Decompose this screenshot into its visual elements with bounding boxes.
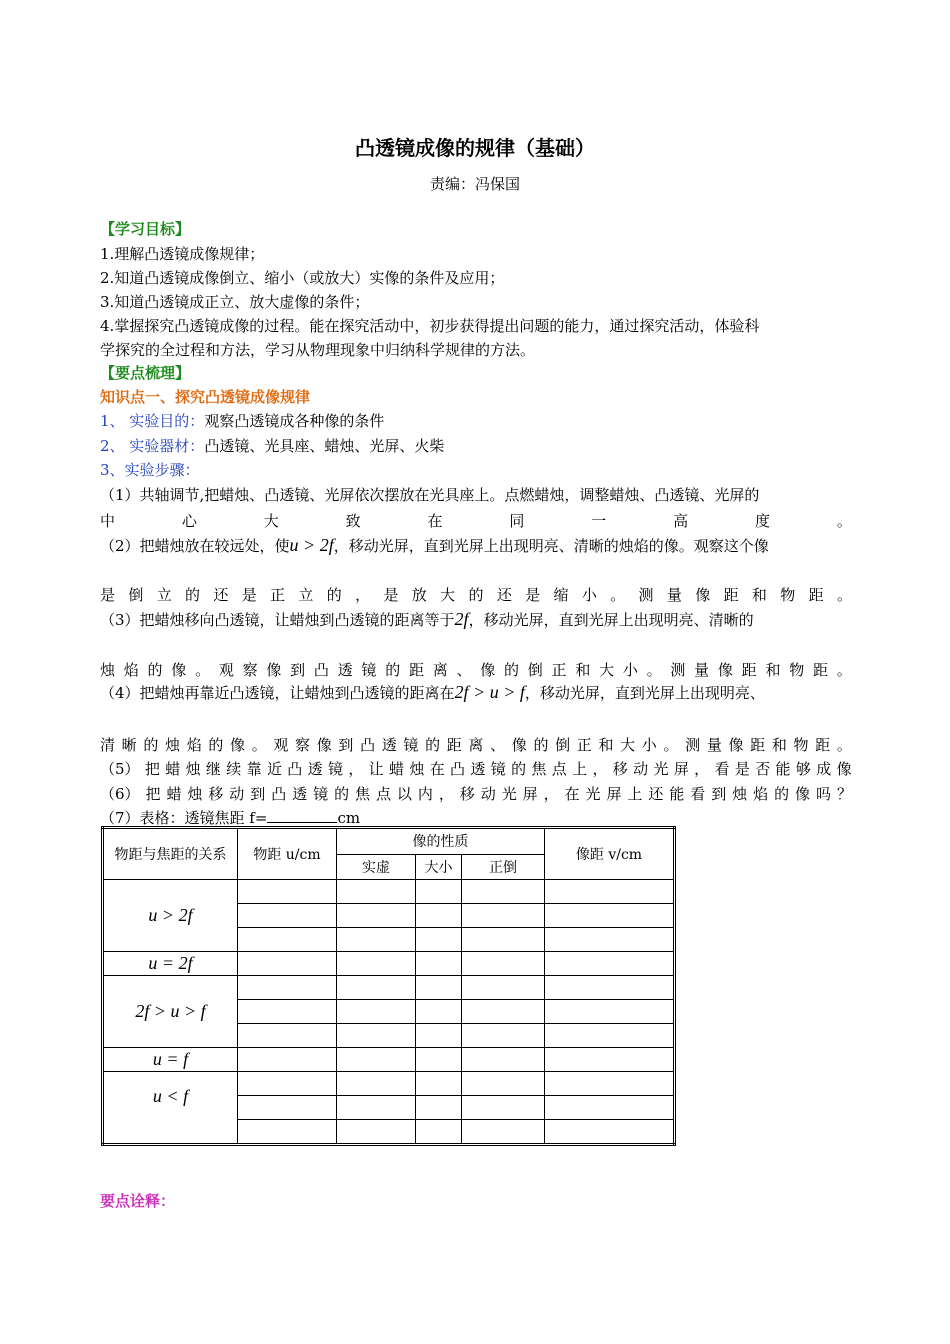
justified-char: 物 [780, 586, 796, 604]
justified-char: 焰 [186, 736, 202, 754]
justified-char: 凸 [271, 785, 287, 803]
justified-char: ， [543, 785, 559, 803]
step-3-cont [100, 659, 852, 680]
goal-3: 3.知道凸透镜成正立、放大虚像的条件； [100, 293, 370, 311]
justified-char: 动 [229, 785, 245, 803]
justified-char: 内 [417, 785, 433, 803]
justified-char: 正 [270, 586, 286, 604]
justified-char: 和 [575, 661, 591, 679]
justified-char: 大 [263, 512, 279, 530]
justified-char: 烛 [187, 785, 203, 803]
justified-char: 的 [147, 661, 163, 679]
table-cell[interactable] [337, 1024, 416, 1048]
justified-char: 度 [755, 512, 771, 530]
justified-char: 是 [241, 586, 257, 604]
justified-char: 正 [551, 661, 567, 679]
step-4-cont [100, 734, 852, 755]
step-2-cont [100, 584, 852, 605]
step-7-text: （7）表格：透镜焦距 f= [100, 809, 268, 827]
justified-char: 继 [205, 760, 221, 778]
justified-char: 能 [669, 785, 685, 803]
notes-header: 要点诠释： [100, 1192, 176, 1210]
step-2-text-a: （2）把蜡烛放在较远处，使 [100, 537, 290, 555]
points-header: 【要点梳理】 [100, 364, 191, 382]
item-3-label: 3、实验步骤： [100, 461, 200, 479]
justified-char: 和 [771, 736, 787, 754]
justified-char: 移 [208, 785, 224, 803]
justified-char: 移 [612, 760, 628, 778]
justified-char: 的 [185, 586, 201, 604]
step-2-text-b: ，移动光屏，直到光屏上出现明亮、清晰的烛焰的像。观察这个像 [333, 537, 769, 555]
justified-char: 近 [266, 760, 282, 778]
condition-cell: u < f [103, 1072, 238, 1145]
justified-char: 。 [836, 661, 852, 679]
item-1-text: 观察凸透镜成各种像的条件 [204, 412, 385, 430]
goal-4-cont: 学探究的全过程和方法，学习从物理现象中归纳科学规律的方法。 [100, 341, 536, 359]
item-2-text: 凸透镜、光具座、蜡烛、光屏、火柴 [204, 437, 445, 455]
condition-cell: u > 2f [103, 880, 238, 952]
step-4 [100, 682, 765, 703]
table-cell[interactable] [462, 952, 545, 976]
justified-char: 倒 [555, 736, 571, 754]
justified-char: 距 [723, 586, 739, 604]
justified-char: 点 [551, 760, 567, 778]
justified-char: 致 [345, 512, 361, 530]
justified-char: 像 [695, 586, 711, 604]
justified-char: 。 [836, 512, 852, 530]
table-cell[interactable] [545, 952, 675, 976]
justified-char: 点 [375, 785, 391, 803]
justified-char: 测 [638, 586, 654, 604]
justified-char: 和 [751, 586, 767, 604]
justified-char: 凸 [313, 661, 329, 679]
step-2-math: u > 2f [289, 535, 334, 555]
justified-char: 小 [622, 661, 638, 679]
step-6 [100, 783, 852, 804]
table-cell[interactable] [416, 1120, 462, 1145]
justified-char: 、 [490, 736, 506, 754]
justified-char: 移 [459, 785, 475, 803]
step-3-text-b: ，移动光屏，直到光屏上出现明亮、清晰的 [468, 611, 754, 629]
table-cell[interactable] [462, 880, 545, 904]
justified-char: 让 [368, 760, 384, 778]
table-cell[interactable] [337, 976, 416, 1000]
table-cell[interactable] [416, 1048, 462, 1072]
justified-char: 镜 [403, 736, 419, 754]
justified-char: 离 [468, 736, 484, 754]
step-2 [100, 535, 769, 556]
header-image-nature: 像的性质 [337, 828, 545, 855]
table-cell[interactable] [462, 1120, 545, 1145]
justified-char: 。 [251, 736, 267, 754]
justified-char: 晰 [121, 736, 137, 754]
table-cell[interactable] [238, 880, 337, 904]
justified-char: 镜 [327, 760, 343, 778]
knowledge-point-1: 知识点一、探究凸透镜成像规律 [100, 388, 311, 406]
table-cell[interactable] [545, 904, 675, 928]
step-1-cont [100, 510, 852, 531]
table-cell[interactable] [337, 1072, 416, 1096]
table-cell[interactable] [238, 1024, 337, 1048]
justified-char: 凸 [287, 760, 303, 778]
header-object-distance: 物距 u/cm [238, 828, 337, 880]
justified-char: 镜 [313, 785, 329, 803]
justified-char: 像 [728, 736, 744, 754]
justified-char: 动 [633, 760, 649, 778]
justified-char: 屏 [673, 760, 689, 778]
justified-char: 测 [685, 736, 701, 754]
table-cell[interactable] [462, 1000, 545, 1024]
table-cell[interactable] [416, 1096, 462, 1120]
justified-char: 清 [100, 736, 116, 754]
justified-char: 高 [673, 512, 689, 530]
justified-char: 、 [456, 661, 472, 679]
justified-char: 和 [765, 661, 781, 679]
justified-char: 。 [195, 661, 211, 679]
justified-char: 看 [690, 785, 706, 803]
justified-char: 的 [385, 661, 401, 679]
justified-char: 否 [755, 760, 771, 778]
table-cell[interactable] [462, 1048, 545, 1072]
justified-char: 是 [734, 760, 750, 778]
justified-char: 能 [775, 760, 791, 778]
table-cell[interactable] [416, 1000, 462, 1024]
table-cell[interactable] [238, 1048, 337, 1072]
justified-char: 像 [795, 785, 811, 803]
justified-char: 的 [143, 736, 159, 754]
condition-cell: 2f > u > f [103, 976, 238, 1048]
table-cell[interactable] [545, 928, 675, 952]
justified-char: 透 [307, 760, 323, 778]
justified-char: 焦 [355, 785, 371, 803]
justified-char: 看 [714, 760, 730, 778]
justified-char: 烛 [165, 736, 181, 754]
justified-char: 的 [774, 785, 790, 803]
justified-char: 像 [480, 661, 496, 679]
justified-char: 屏 [606, 785, 622, 803]
justified-char: 。 [836, 586, 852, 604]
justified-char: 。 [836, 736, 852, 754]
justified-char: ， [348, 760, 364, 778]
justified-char: 成 [816, 760, 832, 778]
justified-char: 距 [815, 736, 831, 754]
table-cell[interactable] [337, 1048, 416, 1072]
justified-char: ， [694, 760, 710, 778]
justified-char: 的 [511, 760, 527, 778]
justified-char: 一 [591, 512, 607, 530]
justified-char: 同 [509, 512, 525, 530]
justified-char: 到 [250, 785, 266, 803]
table-cell[interactable] [462, 1072, 545, 1096]
justified-char: 。 [663, 736, 679, 754]
table-cell[interactable] [337, 928, 416, 952]
justified-char: 小 [581, 586, 597, 604]
justified-char: 上 [627, 785, 643, 803]
justified-char: 物 [793, 736, 809, 754]
table-cell[interactable] [545, 1000, 675, 1024]
table-cell[interactable] [462, 928, 545, 952]
justified-char: 的 [208, 736, 224, 754]
goal-2: 2.知道凸透镜成像倒立、缩小（或放大）实像的条件及应用； [100, 269, 505, 287]
justified-char: 透 [381, 736, 397, 754]
table-cell[interactable] [238, 904, 337, 928]
justified-char: 离 [432, 661, 448, 679]
justified-char: 放 [411, 586, 427, 604]
justified-char: 和 [598, 736, 614, 754]
step-3 [100, 609, 754, 630]
justified-char: 在 [427, 512, 443, 530]
justified-char: 光 [585, 785, 601, 803]
justified-char: 像 [230, 736, 246, 754]
item-1-label: 1、 实验目的： [100, 412, 205, 430]
justified-char: 烛 [100, 661, 116, 679]
justified-char: 观 [273, 736, 289, 754]
goal-1: 1.理解凸透镜成像规律； [100, 245, 265, 263]
table-cell[interactable] [238, 1072, 337, 1096]
justified-char: 在 [564, 785, 580, 803]
justified-char: 烛 [732, 785, 748, 803]
justified-char: 像 [717, 661, 733, 679]
table-cell[interactable] [416, 1024, 462, 1048]
justified-char: 大 [440, 586, 456, 604]
justified-char: 小 [641, 736, 657, 754]
justified-char: 量 [706, 736, 722, 754]
editor-line: 责编：冯保国 [429, 175, 520, 193]
justified-char: 透 [470, 760, 486, 778]
justified-char: 像 [836, 760, 852, 778]
justified-char: 透 [292, 785, 308, 803]
table-cell[interactable] [545, 880, 675, 904]
table-cell[interactable] [462, 1096, 545, 1120]
justified-char: 距 [446, 736, 462, 754]
justified-char: 蜡 [389, 760, 405, 778]
justified-char: 续 [226, 760, 242, 778]
justified-char: 像 [171, 661, 187, 679]
justified-char: 还 [648, 785, 664, 803]
step-1: （1）共轴调节,把蜡烛、凸透镜、光屏依次摆放在光具座上。点燃蜡烛，调整蜡烛、凸透镜、光屏的 [100, 486, 760, 504]
table-cell[interactable] [545, 1048, 675, 1072]
justified-char: 。 [610, 586, 626, 604]
step-4-math: 2f > u > f [454, 682, 525, 702]
justified-char: 靠 [246, 760, 262, 778]
justified-char: 的 [334, 785, 350, 803]
justified-char: 上 [572, 760, 588, 778]
focal-length-blank[interactable] [267, 810, 337, 823]
experiment-table [101, 826, 676, 1146]
step-3-math: 2f [454, 609, 469, 629]
justified-char: 距 [741, 661, 757, 679]
table-cell[interactable] [238, 952, 337, 976]
header-image-distance: 像距 v/cm [545, 828, 675, 880]
table-cell[interactable] [416, 976, 462, 1000]
justified-char: 把 [145, 785, 161, 803]
justified-char: ， [592, 760, 608, 778]
justified-char: 吗 [815, 785, 831, 803]
justified-char: 。 [646, 661, 662, 679]
justified-char: 焰 [753, 785, 769, 803]
table-cell[interactable] [337, 952, 416, 976]
step-5 [100, 758, 852, 779]
table-cell[interactable] [462, 976, 545, 1000]
header-relation: 物距与焦距的关系 [103, 828, 238, 880]
table-cell[interactable] [337, 880, 416, 904]
table-cell[interactable] [337, 1000, 416, 1024]
justified-char: 把 [144, 760, 160, 778]
table-cell[interactable] [238, 976, 337, 1000]
table-cell[interactable] [416, 904, 462, 928]
justified-char: 还 [496, 586, 512, 604]
item-2 [100, 435, 444, 456]
justified-char: （5） [100, 760, 140, 778]
table-cell[interactable] [337, 1096, 416, 1120]
step-3-text-a: （3）把蜡烛移向凸透镜，让蜡烛到凸透镜的距离等于 [100, 611, 455, 629]
table-cell[interactable] [238, 1096, 337, 1120]
justified-char: 还 [213, 586, 229, 604]
table-cell[interactable] [416, 928, 462, 952]
justified-char: 像 [316, 736, 332, 754]
justified-char: 到 [711, 785, 727, 803]
justified-char: 烛 [185, 760, 201, 778]
justified-char: 凸 [360, 736, 376, 754]
table-cell[interactable] [238, 1120, 337, 1145]
justified-char: 距 [408, 661, 424, 679]
justified-char: 动 [480, 785, 496, 803]
justified-char: 倒 [527, 661, 543, 679]
goals-header: 【学习目标】 [100, 220, 191, 238]
table-cell[interactable] [462, 1024, 545, 1048]
table-cell[interactable] [238, 1000, 337, 1024]
justified-char: 的 [425, 736, 441, 754]
condition-cell: u = 2f [103, 952, 238, 976]
justified-char: 光 [653, 760, 669, 778]
item-1 [100, 410, 384, 431]
justified-char: 在 [429, 760, 445, 778]
justified-char: 蜡 [166, 785, 182, 803]
table-cell[interactable] [337, 904, 416, 928]
header-real-virtual: 实虚 [337, 854, 416, 879]
table-cell[interactable] [545, 1072, 675, 1096]
justified-char: 到 [290, 661, 306, 679]
justified-char: 屏 [522, 785, 538, 803]
justified-char: 测 [670, 661, 686, 679]
justified-char: （6） [100, 785, 140, 803]
page-title: 凸透镜成像的规律（基础） [355, 136, 595, 160]
justified-char: ， [438, 785, 454, 803]
justified-char: 是 [525, 586, 541, 604]
condition-cell: u = f [103, 1048, 238, 1072]
justified-char: 距 [812, 661, 828, 679]
justified-char: 的 [504, 661, 520, 679]
justified-char: 大 [599, 661, 615, 679]
justified-char: 透 [337, 661, 353, 679]
header-orientation: 正倒 [462, 854, 545, 879]
justified-char: 像 [266, 661, 282, 679]
justified-char: 观 [218, 661, 234, 679]
justified-char: 焰 [123, 661, 139, 679]
justified-char: 光 [501, 785, 517, 803]
justified-char: 凸 [450, 760, 466, 778]
header-size: 大小 [416, 854, 462, 879]
table-cell[interactable] [416, 952, 462, 976]
step-4-text-a: （4）把蜡烛再靠近凸透镜，让蜡烛到凸透镜的距离在 [100, 684, 455, 702]
justified-char: 缩 [553, 586, 569, 604]
justified-char: 到 [338, 736, 354, 754]
justified-char: 的 [468, 586, 484, 604]
justified-char: 大 [620, 736, 636, 754]
table-cell[interactable] [238, 928, 337, 952]
justified-char: 察 [242, 661, 258, 679]
justified-char: ， [355, 586, 371, 604]
justified-char: 正 [576, 736, 592, 754]
justified-char: 镜 [361, 661, 377, 679]
table-cell[interactable] [545, 1120, 675, 1145]
justified-char: 倒 [128, 586, 144, 604]
justified-char: 的 [326, 586, 342, 604]
table-cell[interactable] [416, 880, 462, 904]
step-4-text-b: ，移动光屏，直到光屏上出现明亮、 [524, 684, 765, 702]
justified-char: 察 [295, 736, 311, 754]
justified-char: 量 [694, 661, 710, 679]
justified-char: 物 [789, 661, 805, 679]
justified-char: 是 [383, 586, 399, 604]
table-cell[interactable] [545, 1024, 675, 1048]
justified-char: ？ [836, 785, 852, 803]
justified-char: 距 [808, 586, 824, 604]
justified-char: 量 [666, 586, 682, 604]
justified-char: 够 [795, 760, 811, 778]
justified-char: 焦 [531, 760, 547, 778]
justified-char: 以 [396, 785, 412, 803]
justified-char: 立 [156, 586, 172, 604]
justified-char: 蜡 [165, 760, 181, 778]
justified-char: 镜 [490, 760, 506, 778]
table-cell[interactable] [545, 1096, 675, 1120]
table-cell[interactable] [416, 1072, 462, 1096]
item-2-label: 2、 实验器材： [100, 437, 205, 455]
table-cell[interactable] [337, 1120, 416, 1145]
step-7-unit: cm [337, 809, 361, 827]
justified-char: 中 [100, 512, 116, 530]
justified-char: 像 [511, 736, 527, 754]
table-cell[interactable] [462, 904, 545, 928]
step-7 [100, 807, 360, 828]
justified-char: 烛 [409, 760, 425, 778]
justified-char: 距 [750, 736, 766, 754]
justified-char: 心 [181, 512, 197, 530]
justified-char: 的 [533, 736, 549, 754]
justified-char: 是 [100, 586, 116, 604]
table-cell[interactable] [545, 976, 675, 1000]
justified-char: 立 [298, 586, 314, 604]
goal-4: 4.掌握探究凸透镜成像的过程。能在探究活动中，初步获得提出问题的能力，通过探究活动，体验科 [100, 317, 760, 335]
